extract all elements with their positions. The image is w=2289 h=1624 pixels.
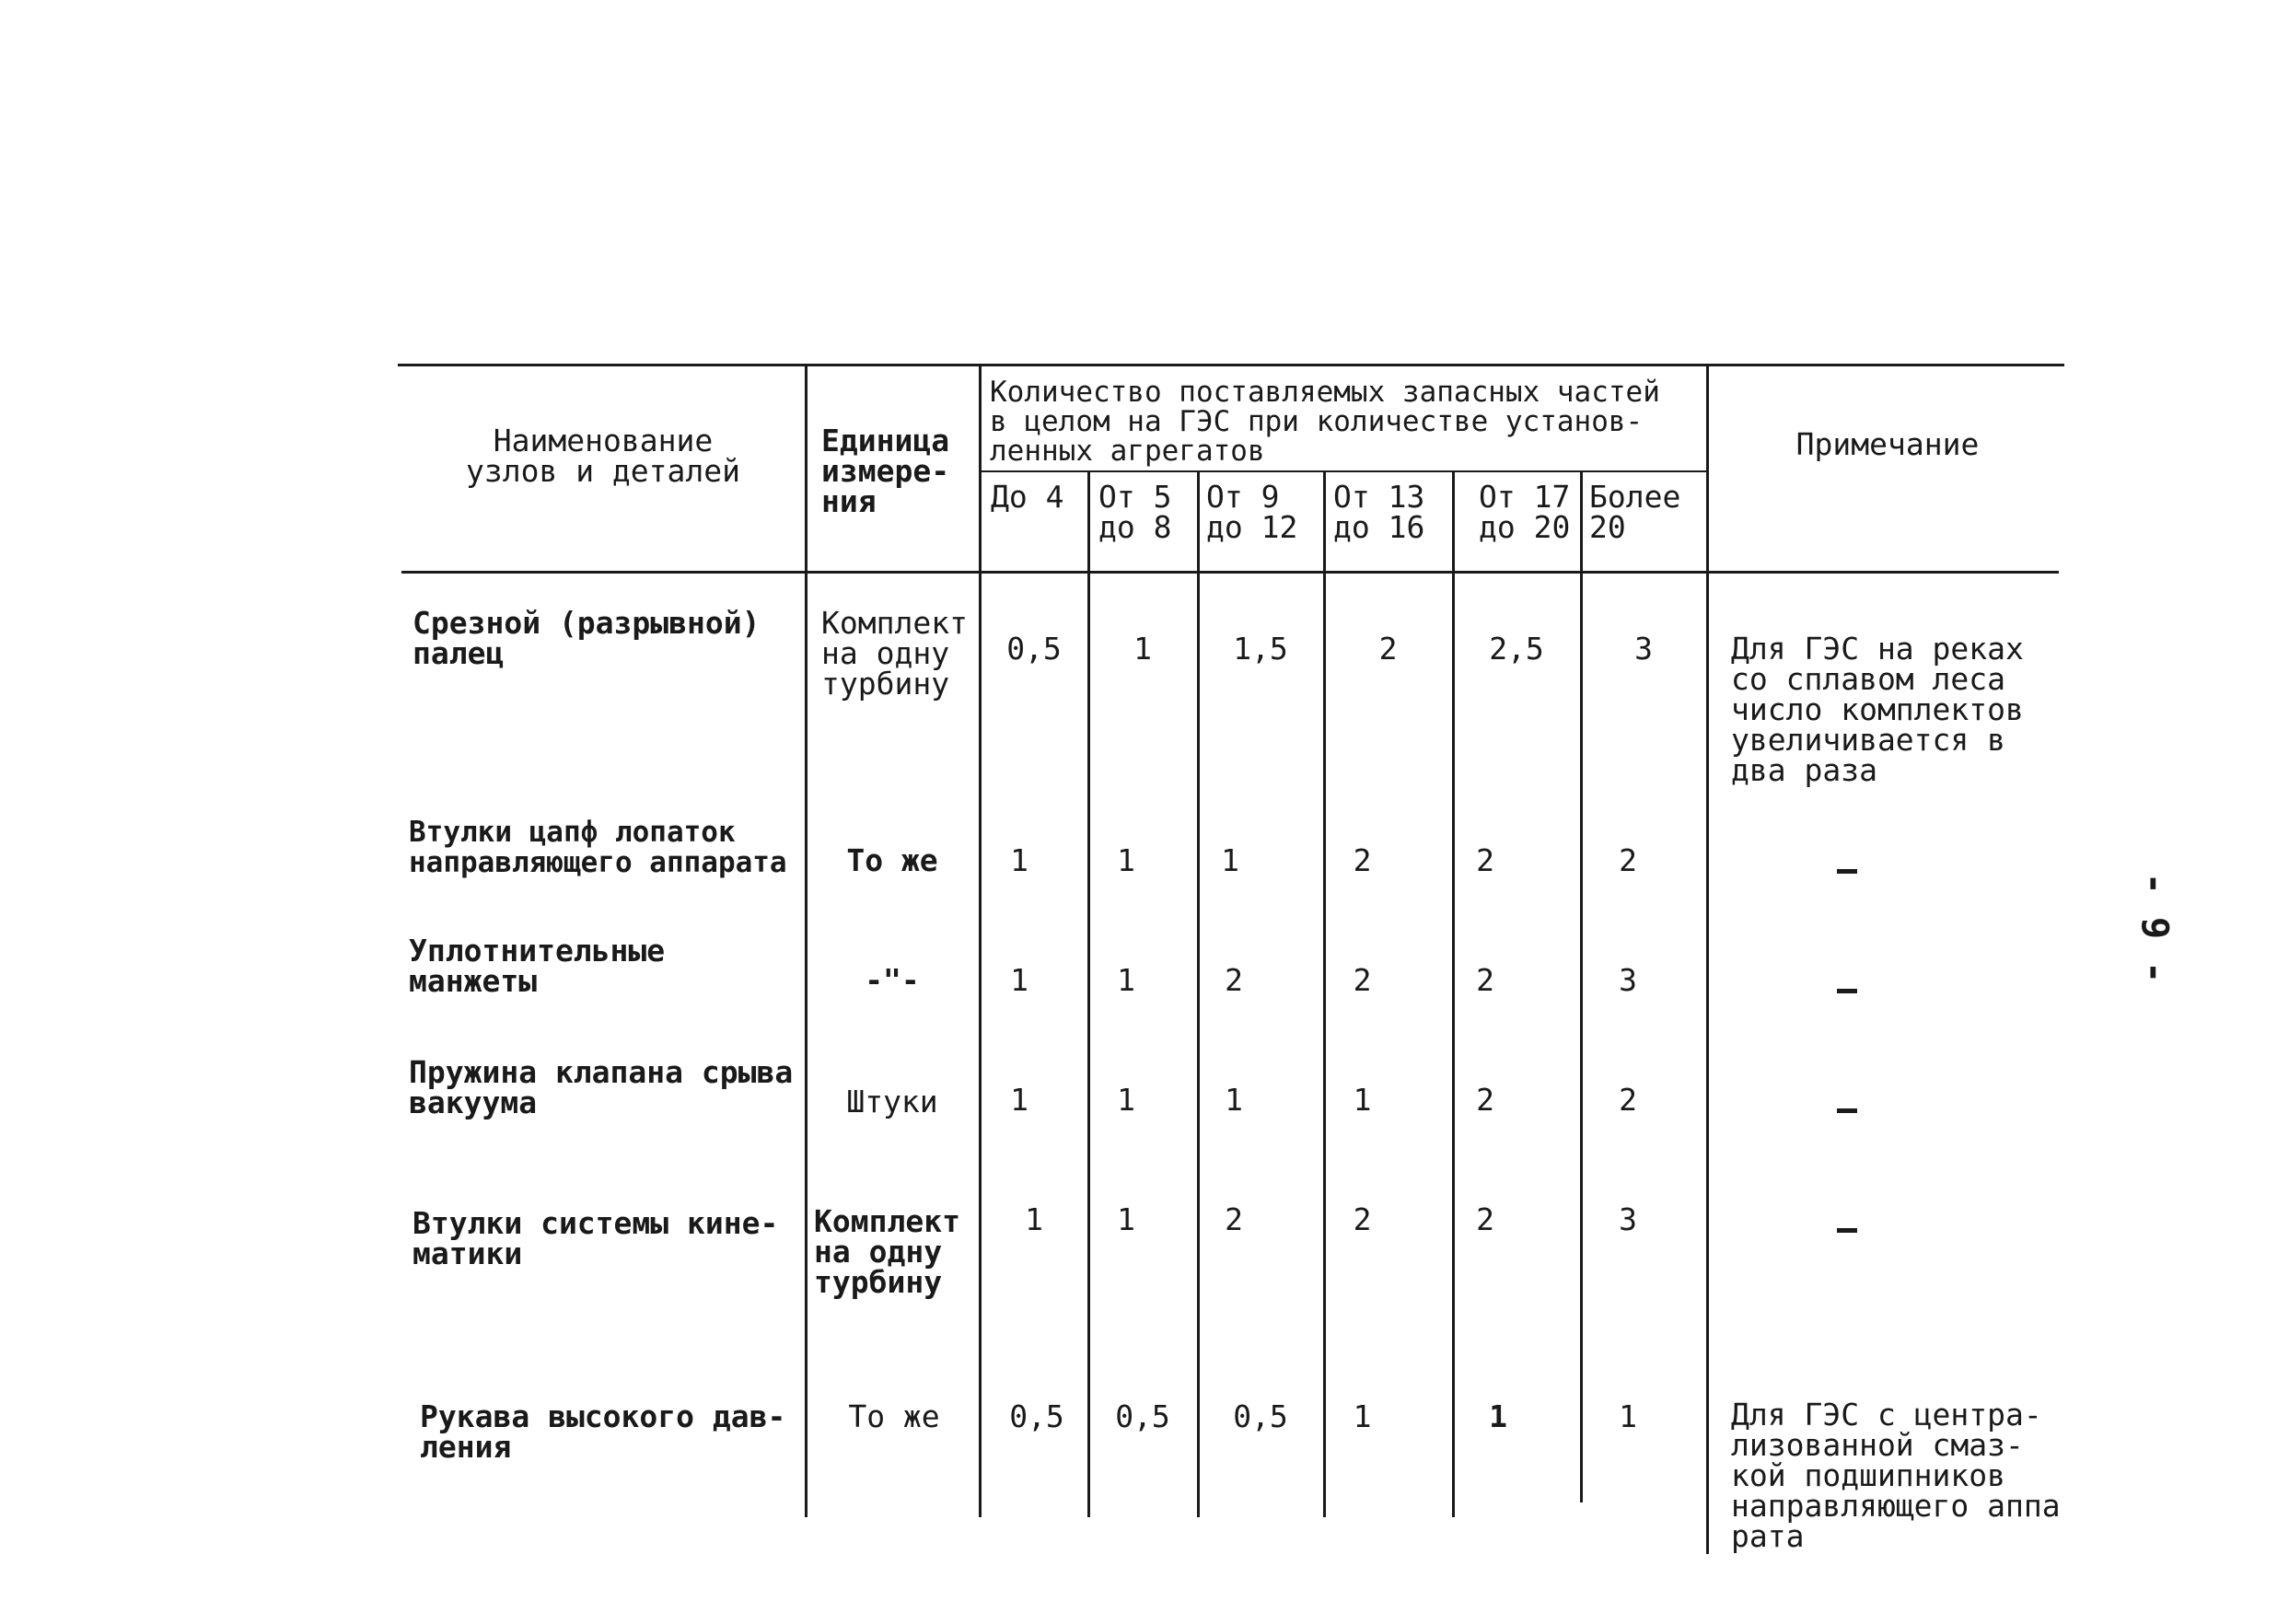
header-range-3: От 9 до 12 — [1206, 479, 1298, 545]
row-6-value-4: 1 — [1353, 1398, 1372, 1434]
row-1-value-6: 3 — [1634, 631, 1653, 667]
header-range-1: До 4 — [991, 479, 1064, 515]
row-4-value-1: 1 — [1010, 1082, 1028, 1118]
row-1-name: Срезной (разрывной) палец — [412, 605, 761, 671]
header-range-6: Более 20 — [1589, 479, 1681, 545]
row-6-note: Для ГЭС с центра- лизованной смаз- кой подшипников направляющего аппа рата — [1731, 1397, 2061, 1554]
row-3-note — [1837, 989, 1857, 993]
header-note: Примечание — [1795, 426, 1980, 462]
row-4-name: Пружина клапана срыва вакуума — [409, 1054, 794, 1120]
column-divider — [805, 366, 808, 1517]
column-divider — [979, 366, 982, 1517]
row-4-value-4: 1 — [1353, 1082, 1372, 1118]
row-5-value-1: 1 — [1025, 1201, 1043, 1237]
header-range-5: От 17 до 20 — [1479, 479, 1571, 545]
row-1-value-3: 1,5 — [1233, 631, 1288, 667]
row-5-value-6: 3 — [1619, 1201, 1637, 1237]
row-1-note: Для ГЭС на реках со сплавом леса число комплектов увеличивается в два раза — [1731, 631, 2024, 788]
row-5-value-5: 2 — [1476, 1201, 1494, 1237]
row-4-value-5: 2 — [1476, 1082, 1494, 1118]
header-bottom-rule — [401, 571, 2059, 574]
row-2-value-2: 1 — [1117, 842, 1135, 878]
header-range-4: От 13 до 16 — [1333, 479, 1425, 545]
row-6-value-5: 1 — [1489, 1398, 1507, 1434]
row-2-value-1: 1 — [1010, 842, 1028, 878]
row-3-value-3: 2 — [1225, 962, 1243, 998]
header-quantity-group: Количество поставляемых запасных частей в целом на ГЭС при количестве установ- ленных агрегатов — [990, 376, 1660, 468]
row-3-value-6: 3 — [1619, 962, 1637, 998]
row-1-value-5: 2,5 — [1489, 631, 1544, 667]
row-2-unit: То же — [846, 842, 938, 878]
header-range-2: От 5 до 8 — [1098, 479, 1172, 545]
row-3-value-5: 2 — [1476, 962, 1494, 998]
row-4-value-2: 1 — [1117, 1082, 1135, 1118]
row-2-value-6: 2 — [1619, 842, 1637, 878]
row-2-value-5: 2 — [1476, 842, 1494, 878]
page-number: - 9 - — [2133, 872, 2177, 984]
row-2-value-3: 1 — [1221, 842, 1239, 878]
row-4-unit: Штуки — [846, 1084, 938, 1119]
row-5-unit: Комплект на одну турбину — [814, 1203, 960, 1300]
row-3-value-1: 1 — [1010, 962, 1028, 998]
row-6-value-2: 0,5 — [1115, 1398, 1170, 1434]
column-divider — [1706, 366, 1709, 1554]
row-6-name: Рукава высокого дав- ления — [420, 1398, 786, 1465]
row-6-value-6: 1 — [1619, 1398, 1637, 1434]
row-3-unit: -"- — [865, 962, 920, 998]
row-1-value-1: 0,5 — [1006, 631, 1062, 667]
header-unit: Единица измере- ния — [821, 423, 950, 519]
row-2-name: Втулки цапф лопаток направляющего аппарата — [409, 816, 787, 879]
row-5-note — [1837, 1228, 1857, 1233]
header-name: Наименование узлов и деталей — [465, 423, 740, 489]
row-3-value-4: 2 — [1353, 962, 1372, 998]
row-5-name: Втулки системы кине- матики — [412, 1205, 779, 1271]
row-3-name: Уплотнительные манжеты — [409, 933, 666, 999]
row-6-value-1: 0,5 — [1009, 1398, 1064, 1434]
row-4-value-6: 2 — [1619, 1082, 1637, 1118]
row-1-value-4: 2 — [1378, 631, 1398, 667]
row-5-value-4: 2 — [1353, 1201, 1372, 1237]
row-3-value-2: 1 — [1117, 962, 1135, 998]
row-5-value-3: 2 — [1225, 1201, 1243, 1237]
table-top-rule — [398, 364, 2064, 366]
row-1-value-2: 1 — [1133, 631, 1152, 667]
row-2-value-4: 2 — [1353, 842, 1372, 878]
row-4-value-3: 1 — [1225, 1082, 1243, 1118]
row-6-value-3: 0,5 — [1233, 1398, 1288, 1434]
row-4-note — [1837, 1108, 1857, 1113]
row-6-unit: То же — [848, 1398, 940, 1434]
row-5-value-2: 1 — [1117, 1201, 1135, 1237]
row-1-unit: Комплект на одну турбину — [821, 605, 968, 702]
row-2-note — [1837, 869, 1857, 874]
